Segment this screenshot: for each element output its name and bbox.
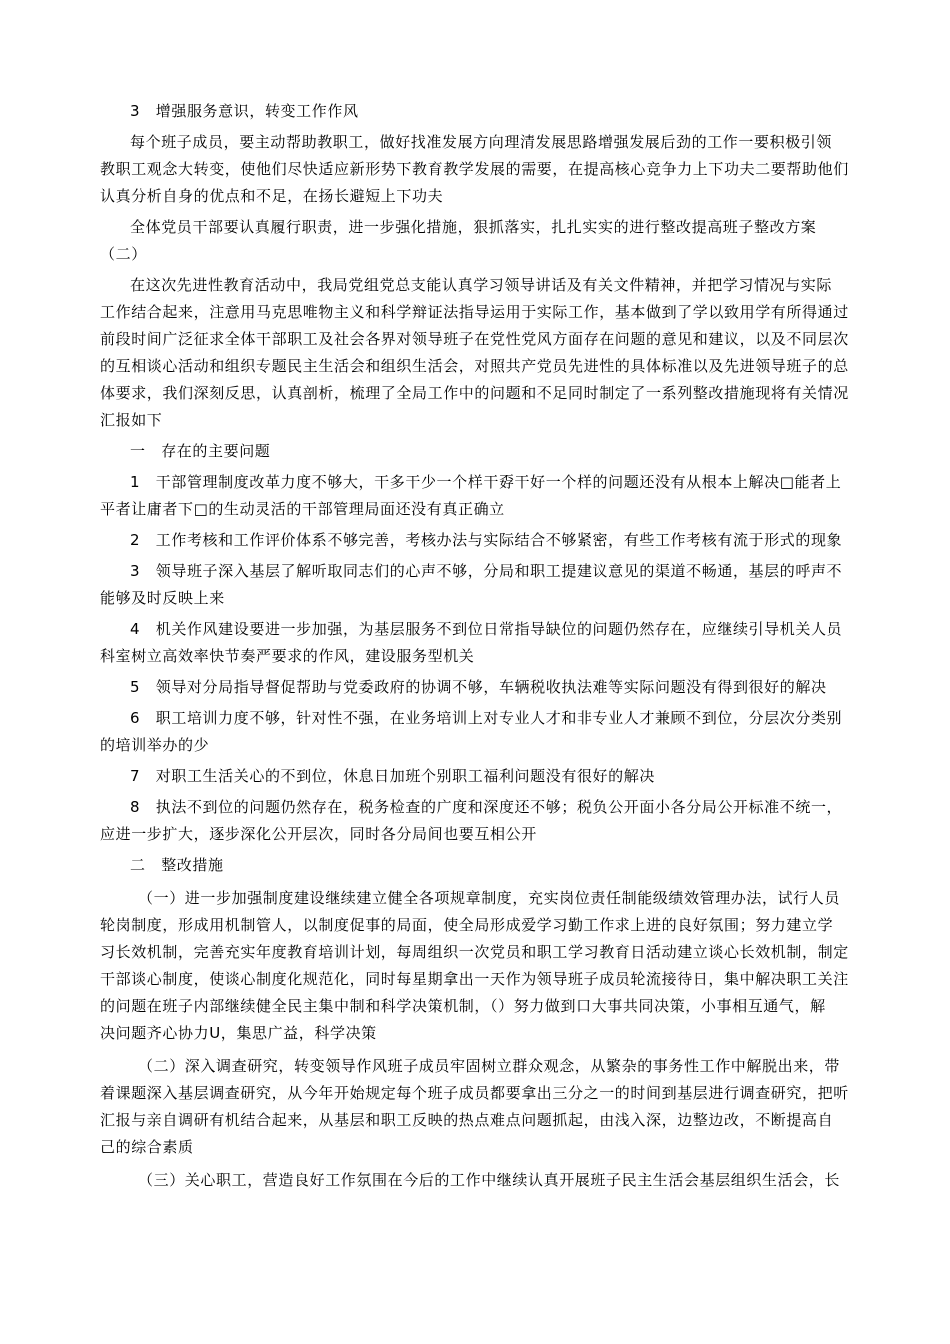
text-line: 汇报如下	[100, 411, 163, 429]
text-line: 的问题在班子内部继续健全民主集中制和科学决策机制，（）努力做到口大事共同决策，小事相互通气，解	[100, 997, 826, 1015]
text-line: 1 干部管理制度改革力度不够大，干多干少一个样干孬干好一个样的问题还没有从根本上解决□能者上	[130, 473, 842, 491]
text-line: （二）深入调查研究，转变领导作风班子成员牢固树立群众观念，从繁杂的事务性工作中解脱出来，带	[138, 1057, 841, 1075]
text-line: 在这次先进性教育活动中，我局党组党总支能认真学习领导讲话及有关文件精神，并把学习情况与实际	[130, 276, 833, 294]
paragraph	[100, 885, 870, 1047]
paragraph	[100, 469, 870, 523]
text-line: 5 领导对分局指导督促帮助与党委政府的协调不够，车辆税收执法难等实际问题没有得到很好的解决	[130, 678, 827, 696]
text-line: 体要求，我们深刻反思，认真剖析，梳理了全局工作中的问题和不足同时制定了一系列整改措施现将有关情况	[100, 384, 849, 402]
text-line: 轮岗制度，形成用机制管人，以制度促事的局面，使全局形成爱学习勤工作求上进的良好氛围；努力建立学	[100, 916, 834, 934]
text-line: 4 机关作风建设要进一步加强，为基层服务不到位日常指导缺位的问题仍然存在，应继续引导机关人员	[130, 620, 843, 638]
text-line: 科室树立高效率快节奏严要求的作风，建设服务型机关	[100, 647, 475, 665]
text-line: 全体党员干部要认真履行职责，进一步强化措施，狠抓落实，扎扎实实的进行整改提高班子整改方案	[130, 218, 817, 236]
text-line: 8 执法不到位的问题仍然存在，税务检查的广度和深度还不够；税负公开面小各分局公开标准不统一，	[130, 798, 843, 816]
text-line: （三）关心职工，营造良好工作氛围在今后的工作中继续认真开展班子民主生活会基层组织生活会，长	[138, 1171, 841, 1189]
text-line: 己的综合素质	[100, 1138, 194, 1156]
text-line: 教职工观念大转变，使他们尽快适应新形势下教育教学发展的需要，在提高核心竞争力上下功夫二要帮助他们	[100, 160, 849, 178]
paragraph	[100, 794, 870, 848]
paragraph	[100, 705, 870, 759]
text-line: 的培训举办的少	[100, 736, 210, 754]
text-line: 前段时间广泛征求全体干部职工及社会各界对领导班子在党性党风方面存在问题的意见和建议，以及不同层次	[100, 330, 849, 348]
paragraph	[100, 616, 870, 670]
document-body	[100, 98, 870, 1194]
paragraph	[100, 674, 870, 701]
text-line: 2 工作考核和工作评价体系不够完善，考核办法与实际结合不够紧密，有些工作考核有流于形式的现象	[130, 531, 843, 549]
text-line: 能够及时反映上来	[100, 589, 225, 607]
text-line: 干部谈心制度，使谈心制度化规范化，同时每星期拿出一天作为领导班子成员轮流接待日，集中解决职工关注	[100, 970, 849, 988]
paragraph	[100, 1053, 870, 1161]
text-line: 习长效机制，完善充实年度教育培训计划，每周组织一次党员和职工学习教育日活动建立谈心长效机制，制定	[100, 943, 849, 961]
text-line: 的互相谈心活动和组织专题民主生活会和组织生活会，对照共产党员先进性的具体标准以及先进领导班子的总	[100, 357, 849, 375]
paragraph	[100, 558, 870, 612]
paragraph	[100, 129, 870, 210]
text-line: 3 增强服务意识，转变工作作风	[130, 102, 359, 120]
text-line: （一）进一步加强制度建设继续建立健全各项规章制度，充实岗位责任制能级绩效管理办法，试行人员	[138, 889, 841, 907]
text-line: 3 领导班子深入基层了解听取同志们的心声不够，分局和职工提建议意见的渠道不畅通，基层的呼声不	[130, 562, 843, 580]
paragraph	[100, 214, 870, 268]
paragraph	[100, 1167, 870, 1194]
paragraph	[100, 98, 870, 125]
text-line: （二）	[100, 245, 147, 263]
text-line: 汇报与亲自调研有机结合起来，从基层和职工反映的热点难点问题抓起，由浅入深，边整边改，不断提高自	[100, 1111, 834, 1129]
text-line: 认真分析自身的优点和不足，在扬长避短上下功夫	[100, 187, 444, 205]
text-line: 二 整改措施	[130, 856, 224, 874]
text-line: 6 职工培训力度不够，针对性不强，在业务培训上对专业人才和非专业人才兼顾不到位，分层次分类别	[130, 709, 843, 727]
text-line: 工作结合起来，注意用马克思唯物主义和科学辩证法指导运用于实际工作，基本做到了学以致用学有所得通过	[100, 303, 849, 321]
text-line: 应进一步扩大，逐步深化公开层次，同时各分局间也要互相公开	[100, 825, 537, 843]
paragraph	[100, 527, 870, 554]
paragraph	[100, 438, 870, 465]
text-line: 着课题深入基层调查研究，从今年开始规定每个班子成员都要拿出三分之一的时间到基层进行调查研究，把听	[100, 1084, 849, 1102]
text-line: 7 对职工生活关心的不到位，休息日加班个别职工福利问题没有很好的解决	[130, 767, 655, 785]
paragraph	[100, 272, 870, 434]
text-line: 每个班子成员，要主动帮助教职工，做好找准发展方向理清发展思路增强发展后劲的工作一要积极引领	[130, 133, 833, 151]
paragraph	[100, 852, 870, 879]
text-line: 一 存在的主要问题	[130, 442, 271, 460]
text-line: 平者让庸者下□的生动灵活的干部管理局面还没有真正确立	[100, 500, 505, 518]
paragraph	[100, 763, 870, 790]
text-line: 决问题齐心协力U，集思广益，科学决策	[100, 1024, 377, 1042]
